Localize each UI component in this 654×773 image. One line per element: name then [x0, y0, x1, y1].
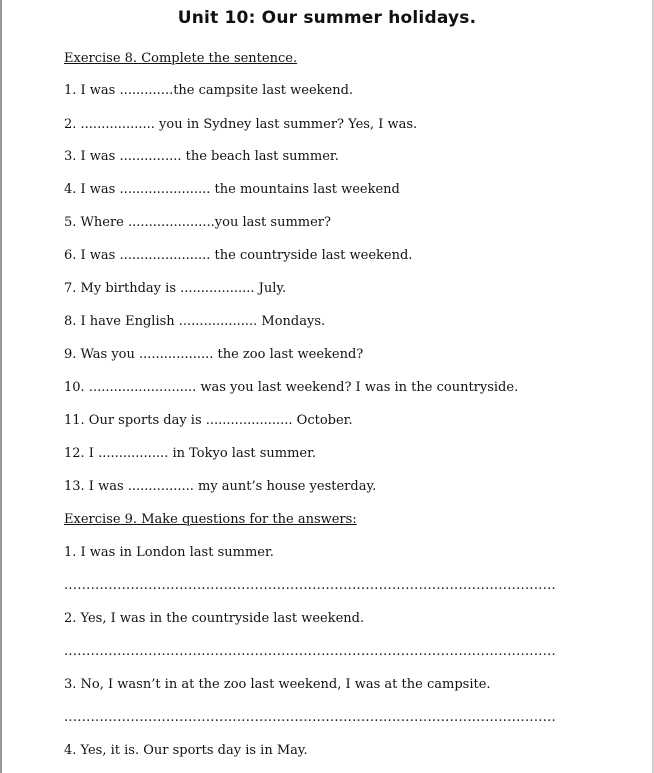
exercise-9-answer-2: 2. Yes, I was in the countryside last weekend.	[64, 611, 365, 626]
exercise-8-item-12: 12. I ................. in Tokyo last summer.	[64, 446, 317, 461]
exercise-8-item-3: 3. I was ............... the beach last summer.	[64, 149, 339, 164]
page-title: Unit 10: Our summer holidays.	[177, 8, 477, 28]
exercise-9-heading: Exercise 9. Make questions for the answers:	[64, 512, 357, 527]
exercise-8-item-8: 8. I have English ................... Mondays.	[64, 314, 326, 329]
exercise-9-answer-4: 4. Yes, it is. Our sports day is in May.	[64, 743, 308, 758]
page-border-left	[0, 0, 2, 773]
exercise-8-item-10: 10. .......................... was you last weekend? I was in the countryside.	[64, 380, 519, 395]
exercise-8-item-9: 9. Was you .................. the zoo last weekend?	[64, 347, 364, 362]
exercise-8-heading: Exercise 8. Complete the sentence.	[64, 51, 298, 66]
exercise-8-item-13: 13. I was ................ my aunt’s house yesterday.	[64, 479, 377, 494]
exercise-8-item-2: 2. .................. you in Sydney last summer? Yes, I was.	[64, 117, 418, 132]
exercise-8-item-4: 4. I was ...................... the mountains last weekend	[64, 182, 400, 197]
exercise-9-answer-1: 1. I was in London last summer.	[64, 545, 274, 560]
exercise-9-answer-3: 3. No, I wasn’t in at the zoo last weekend, I was at the campsite.	[64, 677, 491, 692]
exercise-9-blank-2: ...............................................................................................................	[64, 644, 556, 659]
exercise-8-item-5: 5. Where .....................you last summer?	[64, 215, 331, 230]
exercise-8-item-11: 11. Our sports day is ..................... October.	[64, 413, 353, 428]
exercise-8-item-6: 6. I was ...................... the countryside last weekend.	[64, 248, 413, 263]
exercise-8-item-7: 7. My birthday is .................. July.	[64, 281, 287, 296]
exercise-8-item-1: 1. I was .............the campsite last weekend.	[64, 83, 354, 98]
exercise-9-blank-1: ...............................................................................................................	[64, 578, 556, 593]
exercise-9-blank-3: ...............................................................................................................	[64, 710, 556, 725]
